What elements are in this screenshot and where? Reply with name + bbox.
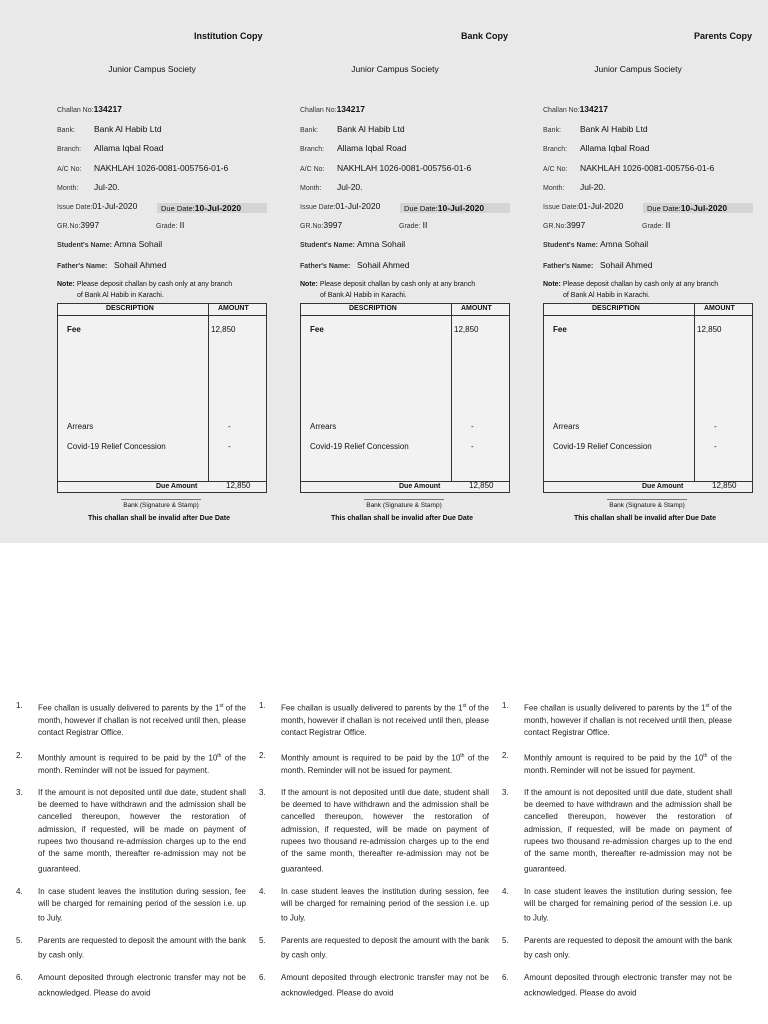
covid-concession-label: Covid-19 Relief Concession	[553, 442, 652, 451]
term-text-start: Amount deposited through electronic transfer may not be acknowledged. Please do avoid	[281, 973, 489, 998]
due-amount-label: Due Amount	[642, 483, 684, 490]
due-date-box	[157, 203, 267, 213]
arrears-label: Arrears	[67, 422, 94, 431]
term-text-end: of the month, however if challan is not received until then, please contact Registrar Office.	[524, 703, 732, 738]
issue-date-row	[543, 201, 623, 211]
invalid-after-due-date: This challan shall be invalid after Due Date	[88, 515, 230, 522]
term-number: 4.	[259, 886, 266, 896]
due-date-label: Due Date:	[647, 204, 681, 213]
term-text-start: Fee challan is usually delivered to parents by the 1	[524, 703, 706, 713]
due-date-value: 10-Jul-2020	[680, 203, 728, 213]
issue-date-label: Issue Date:	[57, 204, 93, 211]
society-name: Junior Campus Society	[351, 64, 439, 74]
term-text-start: In case student leaves the institution during session, fee will be charged for remaining period of the session i.e. up to July.	[524, 886, 732, 923]
branch-row	[543, 143, 649, 153]
student-name: Amna Sohail	[357, 239, 406, 249]
month-label: Month:	[543, 185, 565, 192]
issue-date-value: 01-Jul-2020	[335, 201, 381, 211]
term-number: 3.	[16, 787, 23, 797]
due-date-box	[643, 203, 753, 213]
term-text-start: Parents are requested to deposit the amount with the bank by cash only.	[281, 936, 489, 961]
term-text-start: In case student leaves the institution during session, fee will be charged for remaining period of the session i.e. up to July.	[281, 886, 489, 923]
term-text-start: If the amount is not deposited until due date, student shall be deemed to have withdrawn and the admission shall be cancelled thereupon, however the restoration of admission, if requested, will be made on payment of rupees two thousand re-admission charges up to the end of the same month, thereafter re-admission may not be guaranteed.	[524, 787, 732, 874]
term-number: 2.	[502, 750, 509, 760]
account-value: NAKHLAH 1026-0081-005756-01-6	[580, 163, 715, 173]
bank-value: Bank Al Habib Ltd	[580, 124, 648, 134]
grade-value: II	[179, 220, 185, 230]
due-amount-label: Due Amount	[156, 483, 198, 490]
covid-concession-label: Covid-19 Relief Concession	[310, 442, 409, 451]
father-name: Sohail Ahmed	[600, 260, 653, 270]
gr-value: 3997	[323, 220, 343, 230]
fee-table-header	[301, 304, 509, 316]
term-item	[502, 972, 732, 999]
term-number: 6.	[16, 973, 23, 983]
description-header: DESCRIPTION	[349, 305, 397, 312]
terms-column	[16, 700, 246, 1010]
father-row	[300, 260, 409, 270]
father-name: Sohail Ahmed	[114, 260, 167, 270]
due-amount-value: 12,850	[226, 481, 251, 490]
challan-row	[57, 104, 122, 114]
note-label: Note:	[543, 281, 561, 288]
term-superscript: st	[462, 703, 467, 709]
term-number: 2.	[259, 750, 266, 760]
term-text-start: Monthly amount is required to be paid by the 10	[281, 753, 461, 763]
bank-signature-stamp: Bank (Signature & Stamp)	[121, 499, 201, 509]
description-header: DESCRIPTION	[592, 305, 640, 312]
deposit-note	[300, 279, 520, 301]
gr-value: 3997	[80, 220, 100, 230]
grade-label: Grade:	[399, 223, 421, 230]
term-item	[16, 700, 246, 740]
term-item	[259, 750, 489, 777]
arrears-amount: -	[471, 422, 474, 431]
issue-date-row	[300, 201, 380, 211]
account-label: A/C No:	[543, 166, 568, 173]
month-value: Jul-20.	[94, 182, 120, 192]
society-name: Junior Campus Society	[594, 64, 682, 74]
issue-date-value: 01-Jul-2020	[92, 201, 138, 211]
due-date-box	[400, 203, 510, 213]
term-text-start: Parents are requested to deposit the amount with the bank by cash only.	[38, 936, 246, 961]
bank-label: Bank:	[57, 127, 75, 134]
term-text-end: of the month. Reminder will not be issued for payment.	[524, 753, 732, 775]
student-label: Student's Name:	[57, 242, 112, 249]
branch-label: Branch:	[543, 146, 568, 153]
month-row	[57, 182, 120, 192]
account-row	[543, 163, 714, 173]
gr-row	[543, 220, 585, 230]
description-header: DESCRIPTION	[106, 305, 154, 312]
student-label: Student's Name:	[543, 242, 598, 249]
term-item	[502, 750, 732, 777]
bank-value: Bank Al Habib Ltd	[94, 124, 162, 134]
note-line-1: Please deposit challan by cash only at any branch	[319, 281, 476, 288]
account-row	[57, 163, 228, 173]
challan-number: 134217	[336, 104, 365, 114]
student-row	[543, 239, 648, 249]
term-item	[502, 787, 732, 876]
fee-amount: 12,850	[697, 325, 722, 334]
branch-value: Allama Iqbal Road	[94, 143, 164, 153]
column-divider	[208, 304, 209, 482]
covid-concession-label: Covid-19 Relief Concession	[67, 442, 166, 451]
bank-row	[543, 124, 648, 134]
covid-concession-amount: -	[714, 442, 717, 451]
account-value: NAKHLAH 1026-0081-005756-01-6	[94, 163, 229, 173]
note-line-1: Please deposit challan by cash only at any branch	[76, 281, 233, 288]
term-text-start: Monthly amount is required to be paid by the 10	[524, 753, 704, 763]
account-row	[300, 163, 471, 173]
fee-table	[300, 303, 510, 493]
gr-value: 3997	[566, 220, 586, 230]
bank-row	[57, 124, 162, 134]
copy-title: Bank Copy	[461, 31, 509, 41]
deposit-note	[57, 279, 277, 301]
bank-row	[300, 124, 405, 134]
fee-label: Fee	[310, 325, 324, 334]
month-value: Jul-20.	[580, 182, 606, 192]
gr-label: GR.No:	[543, 223, 567, 230]
month-value: Jul-20.	[337, 182, 363, 192]
due-amount-label: Due Amount	[399, 483, 441, 490]
fee-label: Fee	[67, 325, 81, 334]
issue-date-row	[57, 201, 137, 211]
grade-value: II	[665, 220, 671, 230]
challan-row	[300, 104, 365, 114]
challan-label: Challan No:	[543, 107, 580, 114]
month-label: Month:	[300, 185, 322, 192]
amount-header: AMOUNT	[461, 305, 492, 312]
month-row	[543, 182, 606, 192]
term-item	[16, 886, 246, 926]
term-item	[16, 750, 246, 777]
terms-column	[259, 700, 489, 1010]
note-label: Note:	[300, 281, 318, 288]
term-number: 4.	[16, 886, 23, 896]
bank-label: Bank:	[543, 127, 561, 134]
note-label: Note:	[57, 281, 75, 288]
term-item	[259, 972, 489, 999]
month-row	[300, 182, 363, 192]
student-row	[300, 239, 405, 249]
column-divider	[694, 304, 695, 482]
term-text-start: In case student leaves the institution during session, fee will be charged for remaining period of the session i.e. up to July.	[38, 886, 246, 923]
term-item	[259, 700, 489, 740]
covid-concession-amount: -	[228, 442, 231, 451]
father-name: Sohail Ahmed	[357, 260, 410, 270]
term-text-start: Monthly amount is required to be paid by the 10	[38, 753, 218, 763]
challan-copy	[300, 0, 540, 543]
term-item	[502, 700, 732, 740]
term-number: 2.	[16, 750, 23, 760]
student-label: Student's Name:	[300, 242, 355, 249]
term-item	[259, 935, 489, 962]
due-date-value: 10-Jul-2020	[437, 203, 485, 213]
challan-label: Challan No:	[300, 107, 337, 114]
bank-value: Bank Al Habib Ltd	[337, 124, 405, 134]
term-text-start: Fee challan is usually delivered to parents by the 1	[38, 703, 220, 713]
father-row	[543, 260, 652, 270]
term-superscript: st	[219, 703, 224, 709]
term-number: 3.	[502, 787, 509, 797]
branch-value: Allama Iqbal Road	[337, 143, 407, 153]
term-superscript: th	[217, 752, 222, 759]
grade-row	[642, 220, 670, 230]
term-number: 4.	[502, 886, 509, 896]
amount-header: AMOUNT	[218, 305, 249, 312]
term-text-end: of the month, however if challan is not received until then, please contact Registrar Office.	[281, 703, 489, 738]
grade-label: Grade:	[156, 223, 178, 230]
arrears-amount: -	[228, 422, 231, 431]
father-label: Father's Name:	[57, 263, 108, 270]
gr-label: GR.No:	[57, 223, 81, 230]
challan-label: Challan No:	[57, 107, 94, 114]
father-label: Father's Name:	[300, 263, 351, 270]
issue-date-label: Issue Date:	[300, 204, 336, 211]
term-number: 1.	[502, 701, 509, 710]
term-number: 5.	[16, 936, 23, 946]
column-divider	[451, 304, 452, 482]
term-item	[16, 972, 246, 999]
fee-amount: 12,850	[211, 325, 236, 334]
grade-label: Grade:	[642, 223, 664, 230]
fee-amount: 12,850	[454, 325, 479, 334]
due-amount-value: 12,850	[469, 481, 494, 490]
bank-signature-stamp: Bank (Signature & Stamp)	[607, 499, 687, 509]
society-name: Junior Campus Society	[108, 64, 196, 74]
due-date-label: Due Date:	[161, 204, 195, 213]
invalid-after-due-date: This challan shall be invalid after Due Date	[574, 515, 716, 522]
issue-date-label: Issue Date:	[543, 204, 579, 211]
due-date-value: 10-Jul-2020	[194, 203, 242, 213]
term-number: 3.	[259, 787, 266, 797]
due-amount-value: 12,850	[712, 481, 737, 490]
month-label: Month:	[57, 185, 79, 192]
term-item	[16, 787, 246, 876]
arrears-amount: -	[714, 422, 717, 431]
term-number: 5.	[259, 936, 266, 946]
copy-title: Parents Copy	[694, 31, 753, 41]
due-date-label: Due Date:	[404, 204, 438, 213]
term-text-start: If the amount is not deposited until due date, student shall be deemed to have withdrawn and the admission shall be cancelled thereupon, however the restoration of admission, if requested, will be made on payment of rupees two thousand re-admission charges up to the end of the same month, thereafter re-admission may not be guaranteed.	[38, 787, 246, 874]
account-value: NAKHLAH 1026-0081-005756-01-6	[337, 163, 472, 173]
grade-row	[399, 220, 427, 230]
fee-table-header	[58, 304, 266, 316]
term-superscript: th	[703, 752, 708, 759]
challan-number: 134217	[579, 104, 608, 114]
deposit-note	[543, 279, 763, 301]
term-text-start: Parents are requested to deposit the amount with the bank by cash only.	[524, 936, 732, 961]
term-number: 1.	[259, 701, 266, 710]
fee-label: Fee	[553, 325, 567, 334]
branch-label: Branch:	[57, 146, 82, 153]
term-item	[502, 935, 732, 962]
note-line-2: of Bank Al Habib in Karachi.	[320, 292, 407, 299]
term-text-end: of the month. Reminder will not be issued for payment.	[38, 753, 246, 775]
grade-row	[156, 220, 184, 230]
term-item	[16, 935, 246, 962]
term-text-start: Fee challan is usually delivered to parents by the 1	[281, 703, 463, 713]
fee-table-header	[544, 304, 752, 316]
term-superscript: st	[705, 703, 710, 709]
term-number: 6.	[259, 973, 266, 983]
term-item	[502, 886, 732, 926]
challan-copy	[57, 0, 297, 543]
term-text-start: Amount deposited through electronic transfer may not be acknowledged. Please do avoid	[38, 973, 246, 998]
term-text-end: of the month, however if challan is not received until then, please contact Registrar Office.	[38, 703, 246, 738]
amount-header: AMOUNT	[704, 305, 735, 312]
invalid-after-due-date: This challan shall be invalid after Due Date	[331, 515, 473, 522]
challan-row	[543, 104, 608, 114]
term-superscript: th	[460, 752, 465, 759]
copy-title: Institution Copy	[194, 31, 263, 41]
term-number: 1.	[16, 701, 23, 710]
note-line-2: of Bank Al Habib in Karachi.	[77, 292, 164, 299]
grade-value: II	[422, 220, 428, 230]
arrears-label: Arrears	[310, 422, 337, 431]
term-number: 5.	[502, 936, 509, 946]
term-text-end: of the month. Reminder will not be issued for payment.	[281, 753, 489, 775]
note-line-1: Please deposit challan by cash only at any branch	[562, 281, 719, 288]
gr-label: GR.No:	[300, 223, 324, 230]
gr-row	[300, 220, 342, 230]
father-row	[57, 260, 166, 270]
challan-number: 134217	[93, 104, 122, 114]
branch-value: Allama Iqbal Road	[580, 143, 650, 153]
student-name: Amna Sohail	[114, 239, 163, 249]
terms-column	[502, 700, 732, 1010]
term-item	[259, 787, 489, 876]
term-number: 6.	[502, 973, 509, 983]
issue-date-value: 01-Jul-2020	[578, 201, 624, 211]
branch-label: Branch:	[300, 146, 325, 153]
father-label: Father's Name:	[543, 263, 594, 270]
account-label: A/C No:	[57, 166, 82, 173]
covid-concession-amount: -	[471, 442, 474, 451]
bank-label: Bank:	[300, 127, 318, 134]
term-item	[259, 886, 489, 926]
fee-table	[57, 303, 267, 493]
fee-table	[543, 303, 753, 493]
branch-row	[300, 143, 406, 153]
arrears-label: Arrears	[553, 422, 580, 431]
branch-row	[57, 143, 163, 153]
term-text-start: Amount deposited through electronic transfer may not be acknowledged. Please do avoid	[524, 973, 732, 998]
challan-copy	[543, 0, 768, 543]
account-label: A/C No:	[300, 166, 325, 173]
bank-signature-stamp: Bank (Signature & Stamp)	[364, 499, 444, 509]
student-name: Amna Sohail	[600, 239, 649, 249]
gr-row	[57, 220, 99, 230]
note-line-2: of Bank Al Habib in Karachi.	[563, 292, 650, 299]
student-row	[57, 239, 162, 249]
term-text-start: If the amount is not deposited until due date, student shall be deemed to have withdrawn and the admission shall be cancelled thereupon, however the restoration of admission, if requested, will be made on payment of rupees two thousand re-admission charges up to the end of the same month, thereafter re-admission may not be guaranteed.	[281, 787, 489, 874]
